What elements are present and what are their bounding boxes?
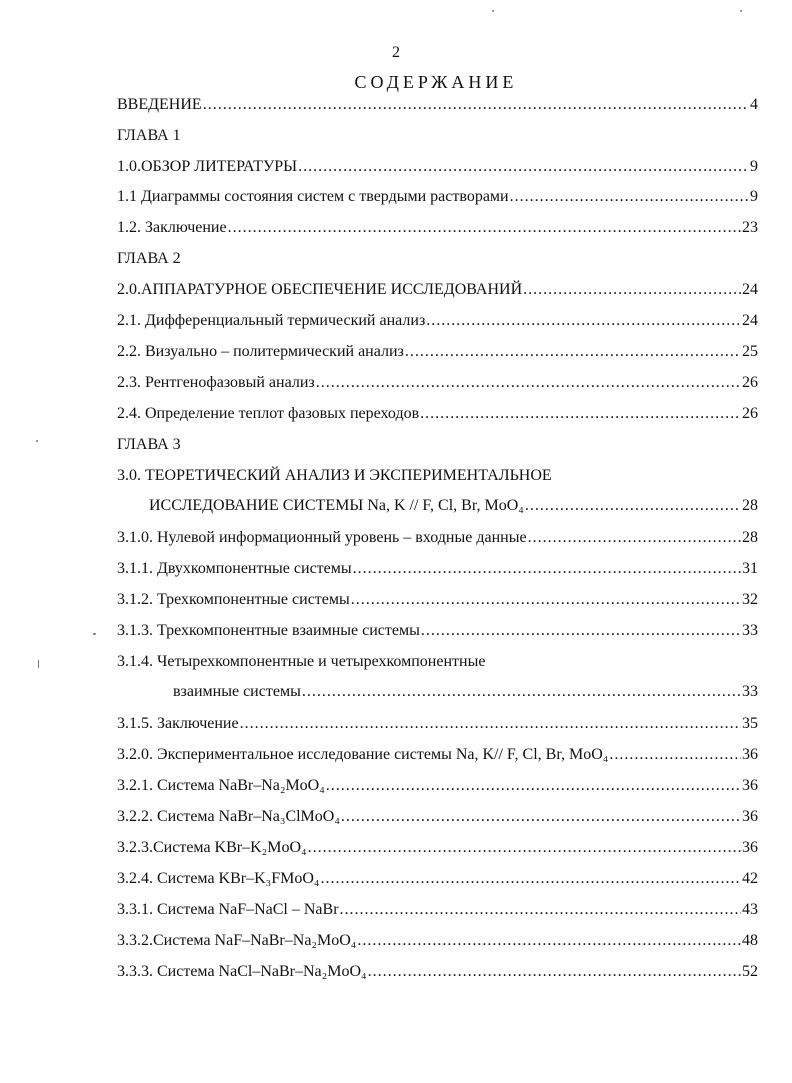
toc-entry-label: 2.2. Визуально – политермический анализ (117, 343, 404, 360)
toc-entry-page: 23 (742, 219, 758, 236)
toc-entry-page: 9 (750, 158, 758, 175)
toc-entry-3-2-3 (117, 836, 758, 860)
toc-entry-page: 36 (742, 808, 758, 825)
toc-entry-label: взаимные системы (173, 683, 301, 700)
toc-entry-3-0-line2 (149, 494, 758, 518)
toc-entry-3-1-5 (117, 712, 758, 736)
toc-leader-dots (405, 340, 741, 364)
toc-leader-dots (510, 185, 749, 209)
toc-leader-dots (368, 960, 741, 984)
toc-entry-3-1-1 (117, 557, 758, 581)
toc-leader-dots (341, 805, 741, 829)
toc-entry-page: 31 (742, 560, 758, 577)
toc-entry-label: 3.1.2. Трехкомпонентные системы (117, 591, 350, 608)
toc-leader-dots (326, 774, 741, 798)
scan-speck (36, 440, 38, 442)
toc-entry-label: 3.3.3. Система NaCl–NaBr–Na₂MoO₄ (117, 963, 367, 980)
scan-speck (492, 10, 494, 12)
toc-entry-page: 48 (742, 932, 758, 949)
toc-leader-dots (308, 836, 741, 860)
toc-leader-dots (302, 680, 741, 704)
toc-entry-page: 35 (742, 715, 758, 732)
toc-entry-page: 26 (742, 405, 758, 422)
toc-leader-dots (353, 557, 741, 581)
chapter-heading-2: ГЛАВА 2 (117, 250, 181, 267)
scan-speck (93, 633, 96, 635)
toc-entry-page: 25 (742, 343, 758, 360)
toc-entry-label: 3.1.3. Трехкомпонентные взаимные системы (117, 622, 420, 639)
toc-entry-label: 3.2.3.Система KBr–K₂MoO₄ (117, 839, 307, 856)
toc-entry-page: 33 (742, 683, 758, 700)
toc-entry-2-0 (117, 278, 758, 302)
toc-entry-label: 1.2. Заключение (117, 219, 227, 236)
toc-entry-page: 26 (742, 374, 758, 391)
toc-entry-3-3-3 (117, 960, 758, 984)
toc-entry-1-2 (117, 216, 758, 240)
toc-leader-dots (528, 526, 741, 550)
toc-entry-page: 36 (742, 839, 758, 856)
toc-leader-dots (420, 402, 741, 426)
toc-entry-3-2-1 (117, 774, 758, 798)
toc-entry-label: 3.1.5. Заключение (117, 715, 239, 732)
toc-entry-3-2-0 (117, 743, 758, 767)
toc-entry-3-3-1 (117, 898, 758, 922)
toc-entry-page: 33 (742, 622, 758, 639)
toc-entry-2-4 (117, 402, 758, 426)
toc-entry-3-1-0 (117, 526, 758, 550)
toc-entry-2-2 (117, 340, 758, 364)
chapter-heading-3: ГЛАВА 3 (117, 436, 181, 453)
toc-entry-label: 3.2.1. Система NaBr–Na₂MoO₄ (117, 777, 325, 794)
toc-leader-dots (316, 371, 741, 395)
toc-entry-label: 2.1. Дифференциальный термический анализ (117, 312, 426, 329)
toc-leader-dots (298, 155, 749, 179)
toc-entry-label: 3.3.1. Система NaF–NaCl – NaBr (117, 901, 339, 918)
toc-entry-page: 43 (742, 901, 758, 918)
toc-entry-label: 2.0.АППАРАТУРНОЕ ОБЕСПЕЧЕНИЕ ИССЛЕДОВАНИЙ (117, 281, 523, 298)
toc-entry-page: 9 (750, 188, 758, 205)
toc-entry-label: 3.2.2. Система NaBr–Na₃ClMoO₄ (117, 808, 340, 825)
toc-leader-dots (351, 588, 741, 612)
toc-entry-3-2-4 (117, 867, 758, 891)
toc-entry-3-3-2 (117, 929, 758, 953)
toc-entry-3-2-2 (117, 805, 758, 829)
toc-leader-dots (203, 93, 749, 117)
toc-entry-1-1 (117, 185, 758, 209)
toc-leader-dots (321, 867, 742, 891)
toc-entry-3-1-4-line1: 3.1.4. Четырехкомпонентные и четырехкомпонентные (117, 653, 486, 670)
toc-entry-label: 2.4. Определение теплот фазовых переходов (117, 405, 420, 422)
toc-leader-dots (357, 929, 741, 953)
toc-entry-page: 36 (742, 777, 758, 794)
toc-entry-page: 4 (750, 96, 758, 113)
toc-entry-label: 1.1 Диаграммы состояния систем с твердыми растворами (117, 188, 509, 205)
page-number: 2 (392, 44, 400, 61)
toc-leader-dots (609, 743, 741, 767)
toc-entry-page: 24 (742, 312, 758, 329)
toc-entry-page: 42 (742, 870, 758, 887)
toc-entry-label: 3.3.2.Система NaF–NaBr–Na₂MoO₄ (117, 932, 357, 949)
toc-entry-label: 3.2.4. Система KBr–K₃FMoO₄ (117, 870, 320, 887)
toc-entry-page: 36 (742, 746, 758, 763)
toc-entry-label: 3.2.0. Экспериментальное исследование системы Na, K// F, Cl, Br, MoO₄ (117, 746, 609, 763)
toc-leader-dots (426, 309, 741, 333)
toc-entry-page: 24 (742, 281, 758, 298)
toc-entry-3-1-2 (117, 588, 758, 612)
toc-entry-3-0-line1: 3.0. ТЕОРЕТИЧЕСКИЙ АНАЛИЗ И ЭКСПЕРИМЕНТАЛЬНОЕ (117, 467, 552, 484)
toc-leader-dots (523, 278, 741, 302)
scan-speck (740, 10, 742, 12)
toc-entry-page: 28 (742, 529, 758, 546)
toc-entry-label: 1.0.ОБЗОР ЛИТЕРАТУРЫ (117, 158, 298, 175)
toc-entry-3-1-4-line2 (173, 680, 758, 704)
scan-speck (38, 660, 39, 668)
toc-entry-label: ИССЛЕДОВАНИЕ СИСТЕМЫ Na, K // F, Cl, Br, MoO₄ (149, 497, 524, 514)
toc-entry-label: ВВЕДЕНИЕ (117, 96, 202, 113)
toc-entry-label: 3.1.0. Нулевой информационный уровень – входные данные (117, 529, 527, 546)
toc-entry-page: 28 (742, 497, 758, 514)
toc-entry-2-3 (117, 371, 758, 395)
toc-leader-dots (421, 619, 741, 643)
toc-entry-3-1-3 (117, 619, 758, 643)
page-title: СОДЕРЖАНИЕ (354, 72, 518, 92)
toc-entry-page: 32 (742, 591, 758, 608)
toc-entry-label: 2.3. Рентгенофазовый анализ (117, 374, 315, 391)
toc-entry-introduction (117, 93, 758, 117)
toc-entry-page: 52 (742, 963, 758, 980)
toc-leader-dots (525, 494, 741, 518)
toc-entry-1-0 (117, 155, 758, 179)
toc-entry-2-1 (117, 309, 758, 333)
toc-leader-dots (340, 898, 741, 922)
toc-leader-dots (240, 712, 741, 736)
toc-entry-label: 3.1.1. Двухкомпонентные системы (117, 560, 352, 577)
chapter-heading-1: ГЛАВА 1 (117, 127, 181, 144)
toc-leader-dots (228, 216, 741, 240)
